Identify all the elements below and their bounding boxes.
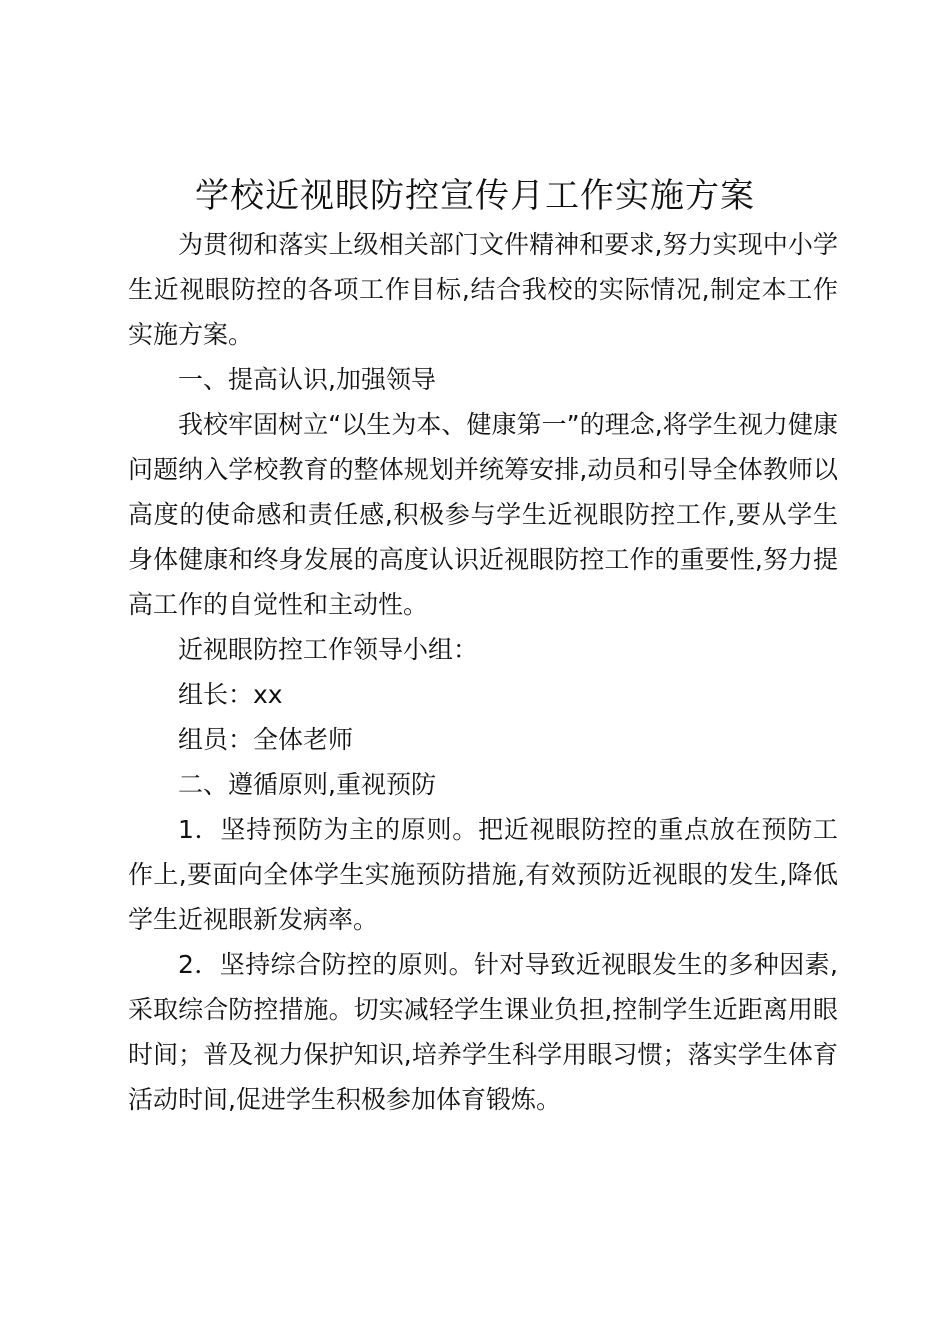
section-heading-1: 一、提高认识,加强领导 xyxy=(178,365,436,394)
group-leader-line: 组长：xx xyxy=(178,680,283,709)
document-body xyxy=(128,222,838,1122)
intro-paragraph: 为贯彻和落实上级相关部门文件精神和要求,努力实现中小学生近视眼防控的各项工作目标,结合我校的实际情况,制定本工作实施方案。 xyxy=(128,230,838,349)
principle-1-paragraph: 1．坚持预防为主的原则。把近视眼防控的重点放在预防工作上,要面向全体学生实施预防措施,有效预防近视眼的发生,降低学生近视眼新发病率。 xyxy=(128,815,838,934)
leadership-group-label: 近视眼防控工作领导小组： xyxy=(178,635,479,664)
section-heading-2: 二、遵循原则,重视预防 xyxy=(178,770,436,799)
group-members-line: 组员：全体老师 xyxy=(178,725,354,754)
document-title: 学校近视眼防控宣传月工作实施方案 xyxy=(195,176,755,216)
principle-2-paragraph: 2．坚持综合防控的原则。针对导致近视眼发生的多种因素,采取综合防控措施。切实减轻学生课业负担,控制学生近距离用眼时间；普及视力保护知识,培养学生科学用眼习惯；落实学生体育活动时间,促进学生积极参加体育锻炼。 xyxy=(128,950,838,1114)
section-1-paragraph: 我校牢固树立“以生为本、健康第一”的理念,将学生视力健康问题纳入学校教育的整体规划并统筹安排,动员和引导全体教师以高度的使命感和责任感,积极参与学生近视眼防控工作,要从学生身体健康和终身发展的高度认识近视眼防控工作的重要性,努力提高工作的自觉性和主动性。 xyxy=(128,410,838,619)
